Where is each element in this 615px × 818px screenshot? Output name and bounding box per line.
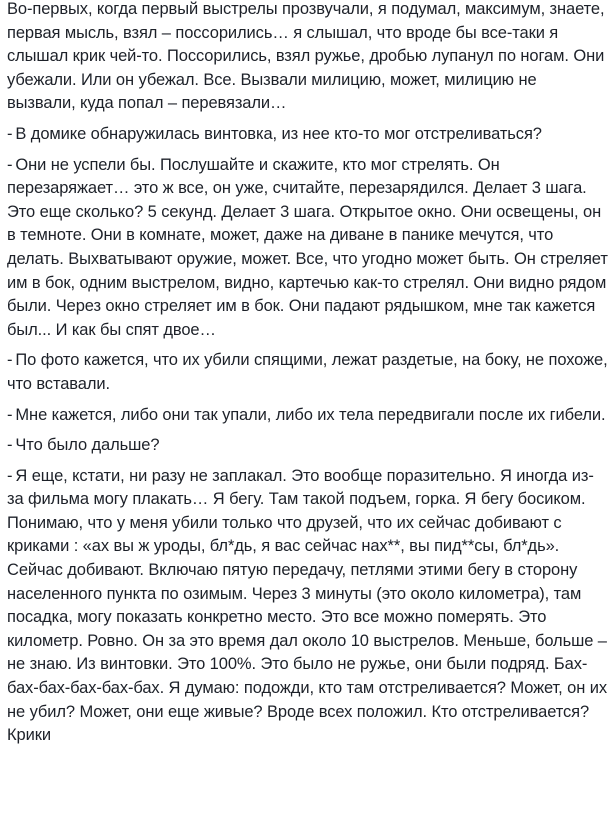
dialogue-dash: - [7,351,13,370]
paragraph-text: По фото кажется, что их убили спящими, лежат раздетые, на боку, не похоже, что вставали. [7,351,608,393]
paragraph-text: Мне кажется, либо они так упали, либо их тела передвигали после их гибели. [15,405,606,424]
paragraph-text: В домике обнаружилась винтовка, из нее кто-то мог отстреливаться? [15,124,542,143]
paragraph-2 [7,123,609,147]
dialogue-dash: - [7,405,13,424]
paragraph-text: Что было дальше? [15,436,160,455]
paragraph-4 [7,349,609,396]
dialogue-dash: - [7,436,13,455]
paragraph-5 [7,404,609,428]
paragraph-1 [7,0,609,116]
dialogue-dash: - [7,155,13,174]
paragraph-text: Во-первых, когда первый выстрелы прозвучали, я подумал, максимум, знаете, первая мысль, взял – поссорились… я слышал, что вроде бы все-таки я слышал крик чей-то. Поссорились, взял ружье, дробью лупанул по ногам. Они убежали. Или он убежал. Все. Вызвали милицию, может, милицию не вызвали, куда попал – перевязали… [7,0,605,113]
paragraph-text: Они не успели бы. Послушайте и скажите, кто мог стрелять. Он перезаряжает… это ж все, он уже, считайте, перезарядился. Делает 3 шага. Это еще сколько? 5 секунд. Делает 3 шага. Открытое окно. Они освещены, он в темноте. Они в комнате, может, даже на диване в панике мечутся, что делать. Выхватывают оружие, может. Все, что угодно может быть. Он стреляет им в бок, одним выстрелом, видно, картечью как-то стрелял. Они видно рядом были. Через окно стреляет им в бок. Они падают рядышком, мне так кажется был... И как бы спят двое… [7,155,608,339]
paragraph-6 [7,434,609,458]
dialogue-dash: - [7,124,13,143]
dialogue-dash: - [7,466,13,485]
paragraph-3 [7,154,609,343]
paragraph-text: Я еще, кстати, ни разу не заплакал. Это вообще поразительно. Я иногда из-за фильма могу плакать… Я бегу. Там такой подъем, горка. Я бегу босиком. Понимаю, что у меня убили только что друзей, что их сейчас добивают с криками : «ах вы ж уроды, бл*дь, я вас сейчас нах**, вы пид**сы, бл*дь». Сейчас добивают. Включаю пятую передачу, петлями этими бегу в сторону населенного пункта по озимым. Через 3 минуты (это около километра), там посадка, могу показать конкретно место. Это все можно померять. Это километр. Ровно. Он за это время дал около 10 выстрелов. Меньше, больше – не знаю. Из винтовки. Это 100%. Это было не ружье, они были подряд. Бах-бах-бах-бах-бах-бах. Я думаю: подожди, кто там отстреливается? Может, он их не убил? Может, они еще живые? Вроде всех положил. Кто отстреливается? Крики [7,466,607,745]
paragraph-7 [7,465,609,748]
